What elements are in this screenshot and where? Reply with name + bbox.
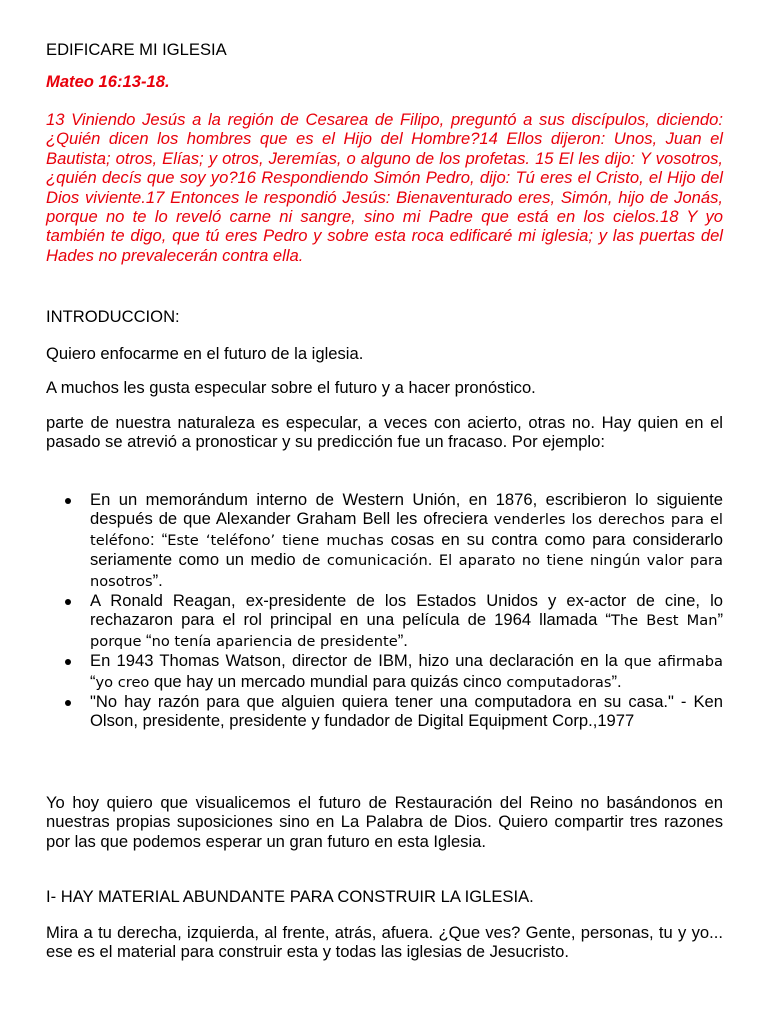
intro-heading: INTRODUCCION:	[46, 307, 180, 326]
bullet-2-quote: no tenía apariencia de presidente	[151, 632, 398, 650]
bullet-4-text: "No hay razón para que alguien quiera tener una computadora en su casa." - Ken Olson, presidente, presidente y fundador de Digital Equipment Corp.,1977	[90, 692, 723, 731]
bullet-icon	[65, 700, 71, 706]
scripture-passage: 13 Viniendo Jesús a la región de Cesarea de Filipo, preguntó a sus discípulos, diciendo: ¿Quién dicen los hombres que es el Hijo del Hombre?14 Ellos dijeron: Unos, Juan el Bautista; otros, Elías; y otros, Jeremías, o alguno de los profetas. 15 El les dijo: Y vosotros, ¿quién decís que soy yo?16 Respondiendo Simón Pedro, dijo: Tú eres el Cristo, el Hijo del Dios viviente.17 Entonces le respondió Jesús: Bienaventurado eres, Simón, hijo de Jonás, porque no te lo reveló carne ni sangre, sino mi Padre que está en los cielos.18 Y yo también te digo, que tú eres Pedro y sobre esta roca edificaré mi iglesia; y las puertas del Hades no prevalecerán contra ella.	[46, 110, 723, 265]
section-1-heading: I- HAY MATERIAL ABUNDANTE PARA CONSTRUIR LA IGLESIA.	[46, 887, 534, 906]
bullet-1-text: : “	[149, 529, 168, 549]
section-1-paragraph: Mira a tu derecha, izquierda, al frente, atrás, afuera. ¿Que ves? Gente, personas, tu y yo... ese es el material para construir esta y todas las iglesias de Jesucristo.	[46, 923, 723, 962]
predictions-list	[46, 490, 723, 731]
bullet-icon	[65, 599, 71, 605]
bullet-3-phrase: que afirmaba	[624, 653, 723, 671]
bullet-1-text: En un memorándum interno de Western Unión, en 1876, escribieron lo siguiente después de que Alexander Graham Bell les ofreciera	[90, 490, 723, 529]
bullet-3-quote: yo creo	[95, 673, 150, 691]
body-paragraph: Yo hoy quiero que visualicemos el futuro de Restauración del Reino no basándonos en nuestras propias suposiciones sino en La Palabra de Dios. Quiero compartir tres razones por las que podemos esperar un gran futuro en esta Iglesia.	[46, 793, 723, 851]
bullet-2-text: “	[141, 630, 152, 650]
bullet-3-text: ”.	[611, 671, 622, 691]
list-item	[46, 651, 723, 692]
document-title: EDIFICARE MI IGLESIA	[46, 40, 227, 59]
bullet-2-text: ”.	[397, 630, 408, 650]
bullet-3-text: “	[90, 671, 96, 691]
bullet-1-phrase: venderles los derechos para el teléfono	[90, 511, 723, 549]
bullet-3-text: que hay un mercado mundial para quizás cinco	[149, 671, 507, 691]
intro-paragraph-2: A muchos les gusta especular sobre el futuro y a hacer pronóstico.	[46, 378, 536, 397]
bullet-1-text: cosas en su contra como para considerarlo seriamente como un medio	[90, 529, 724, 570]
list-item	[46, 490, 723, 591]
bullet-1-quote: Este ‘teléfono’ tiene muchas	[167, 531, 384, 549]
bullet-1-quote: de comunicación. El aparato no tiene ningún valor para nosotros	[90, 552, 723, 590]
bullet-1-text: ”.	[152, 570, 163, 590]
bullet-icon	[65, 659, 71, 665]
bullet-icon	[65, 498, 71, 504]
bullet-2-film-title: The Best Man	[610, 612, 718, 630]
intro-paragraph-3: parte de nuestra naturaleza es especular, a veces con acierto, otras no. Hay quien en el pasado se atrevió a pronosticar y su predicción fue un fracaso. Por ejemplo:	[46, 413, 723, 452]
list-item	[46, 591, 723, 651]
bullet-3-quote: computadoras	[506, 673, 612, 691]
bullet-3-text: En 1943 Thomas Watson, director de IBM, hizo una declaración en la	[90, 651, 625, 671]
list-item	[46, 692, 723, 731]
bullet-2-text: A Ronald Reagan, ex-presidente de los Estados Unidos y ex-actor de cine, lo rechazaron para el rol principal en una película de 1964 llamada “	[90, 591, 723, 630]
intro-paragraph-1: Quiero enfocarme en el futuro de la iglesia.	[46, 344, 364, 363]
bullet-2-text: ”	[717, 610, 723, 630]
bullet-2-phrase: porque	[90, 632, 142, 650]
scripture-reference: Mateo 16:13-18.	[46, 72, 170, 91]
